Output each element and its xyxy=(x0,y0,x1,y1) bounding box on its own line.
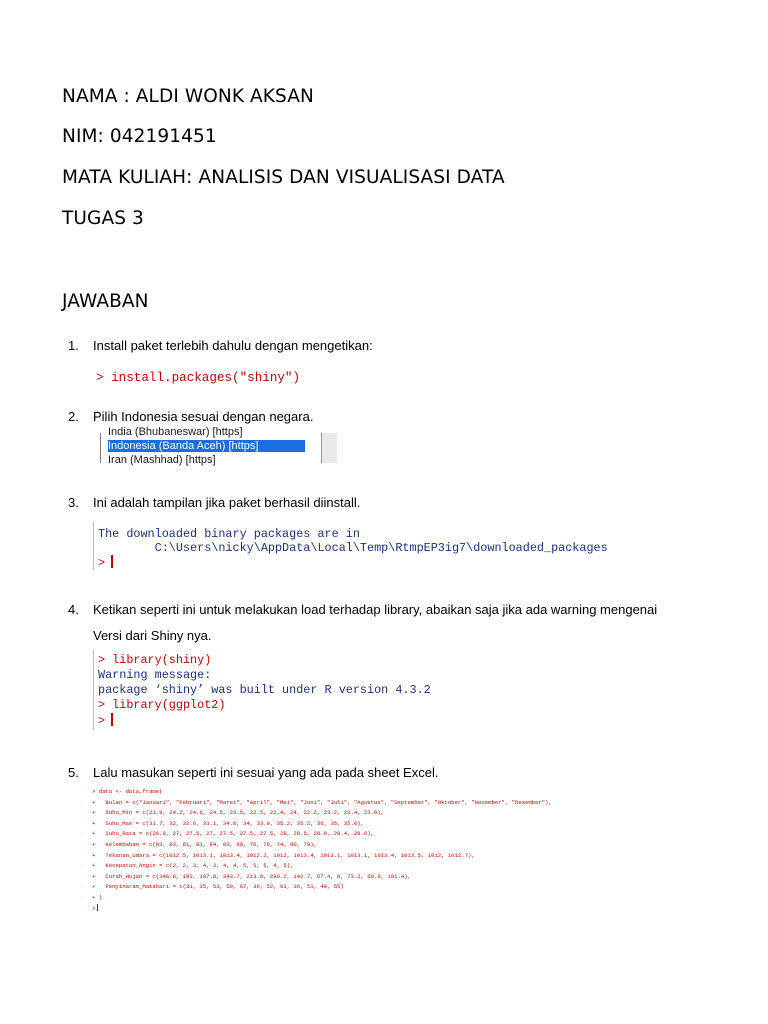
data-frame-code xyxy=(92,787,552,914)
step-2-text: Pilih Indonesia sesuai dengan negara. xyxy=(93,409,314,424)
code-prompt xyxy=(92,904,552,915)
step-1-number: 1. xyxy=(68,338,79,353)
code-line: + Suhu_Max = c(31.7, 32, 32.6, 33.1, 34.8, 34, 33.9, 35.2, 35.2, 36, 35, 35.6), xyxy=(92,819,364,827)
mirror-item-india[interactable]: India (Bhubaneswar) [https] xyxy=(108,426,243,438)
text-cursor xyxy=(111,555,113,568)
prompt-symbol: > xyxy=(98,714,106,728)
step-4-text: Ketikan seperti ini untuk melakukan load terhadap library, abaikan saja jika ada warning mengenai xyxy=(93,602,658,617)
step-3-number: 3. xyxy=(68,495,79,510)
code-line: + Suhu_Min = c(23.9, 24.2, 24.6, 24.5, 23.5, 22.5, 22.4, 24, 22.2, 23.2, 23.4, 23.6), xyxy=(92,809,385,817)
console-border xyxy=(93,522,94,570)
course-name: MATA KULIAH: ANALISIS DAN VISUALISASI DATA xyxy=(62,167,505,188)
code-line: + ) xyxy=(92,893,103,901)
code-line: + Curah_Hujan = c(346.8, 193, 197.8, 343.7, 213.8, 299.2, 142.7, 67.4, 0, 73.2, 60.9, 191.4), xyxy=(92,872,411,880)
student-name: NAMA : ALDI WONK AKSAN xyxy=(62,86,314,107)
step-5-text: Lalu masukan seperti ini sesuai yang ada pada sheet Excel. xyxy=(93,765,439,780)
code-line: + Suhu_Rata = c(26.9, 27, 27.5, 27, 27.5, 27.5, 27.5, 28, 28.5, 28.9, 28.4, 28.6), xyxy=(92,830,374,838)
console-line: C:\Users\nicky\AppData\Local\Temp\RtmpEP3ig7\downloaded_packages xyxy=(98,541,608,555)
code-line: + Bulan = c("Januari", "Februari", "Maret", "April", "Mei", "Juni", "Juli", "Agustus", "September", "Oktober", "November", "Desember"), xyxy=(92,798,552,806)
prompt-symbol: > xyxy=(98,556,106,570)
section-title: JAWABAN xyxy=(62,291,149,312)
console-line: package ‘shiny’ was built under R version 4.3.2 xyxy=(98,683,431,697)
cran-mirror-list[interactable] xyxy=(93,426,337,466)
step-4-number: 4. xyxy=(68,602,79,617)
list-scrollbar[interactable] xyxy=(321,433,337,463)
step-3-text: Ini adalah tampilan jika paket berhasil diinstall. xyxy=(93,495,361,510)
code-line: > data <- data.frame( xyxy=(92,788,163,795)
text-cursor xyxy=(111,713,113,726)
prompt-symbol: > xyxy=(92,904,96,912)
step-5-number: 5. xyxy=(68,765,79,780)
console-line: > library(shiny) xyxy=(98,653,212,667)
text-cursor xyxy=(97,904,98,911)
console-line: Warning message: xyxy=(98,668,212,682)
console-prompt xyxy=(98,555,113,570)
install-result-console xyxy=(93,522,653,570)
console-prompt xyxy=(98,713,113,728)
code-line: + Penyinaran_Matahari = c(31, 35, 53, 50, 67, 36, 52, 61, 36, 51, 49, 55) xyxy=(92,883,344,891)
console-line: > library(ggplot2) xyxy=(98,698,226,712)
step-2-number: 2. xyxy=(68,409,79,424)
install-command: > install.packages("shiny") xyxy=(96,371,301,385)
library-load-console xyxy=(93,650,463,730)
code-line: + Kelembaban = c(83, 83, 81, 81, 84, 83, 80, 76, 76, 74, 80, 79), xyxy=(92,840,317,848)
assignment-title: TUGAS 3 xyxy=(62,208,144,229)
code-line: + Kecepatan_Angin = c(2, 2, 3, 4, 3, 4, 4, 5, 5, 5, 4, 5), xyxy=(92,862,294,870)
mirror-item-iran[interactable]: Iran (Mashhad) [https] xyxy=(108,454,216,466)
mirror-item-indonesia-selected[interactable]: Indonesia (Banda Aceh) [https] xyxy=(108,440,305,452)
step-4-text-continued: Versi dari Shiny nya. xyxy=(93,628,212,643)
code-line: + Tekanan_Udara = c(1012.5, 1013.1, 1013.4, 1012.2, 1012, 1013.4, 1013.1, 1013.1, 1013.4, 1013.5, 1012, 1012.7), xyxy=(92,851,475,859)
list-border xyxy=(100,433,101,463)
student-nim: NIM: 042191451 xyxy=(62,126,217,147)
console-line: The downloaded binary packages are in xyxy=(98,527,360,541)
console-border xyxy=(93,650,94,730)
step-1-text: Install paket terlebih dahulu dengan mengetikan: xyxy=(93,338,373,353)
